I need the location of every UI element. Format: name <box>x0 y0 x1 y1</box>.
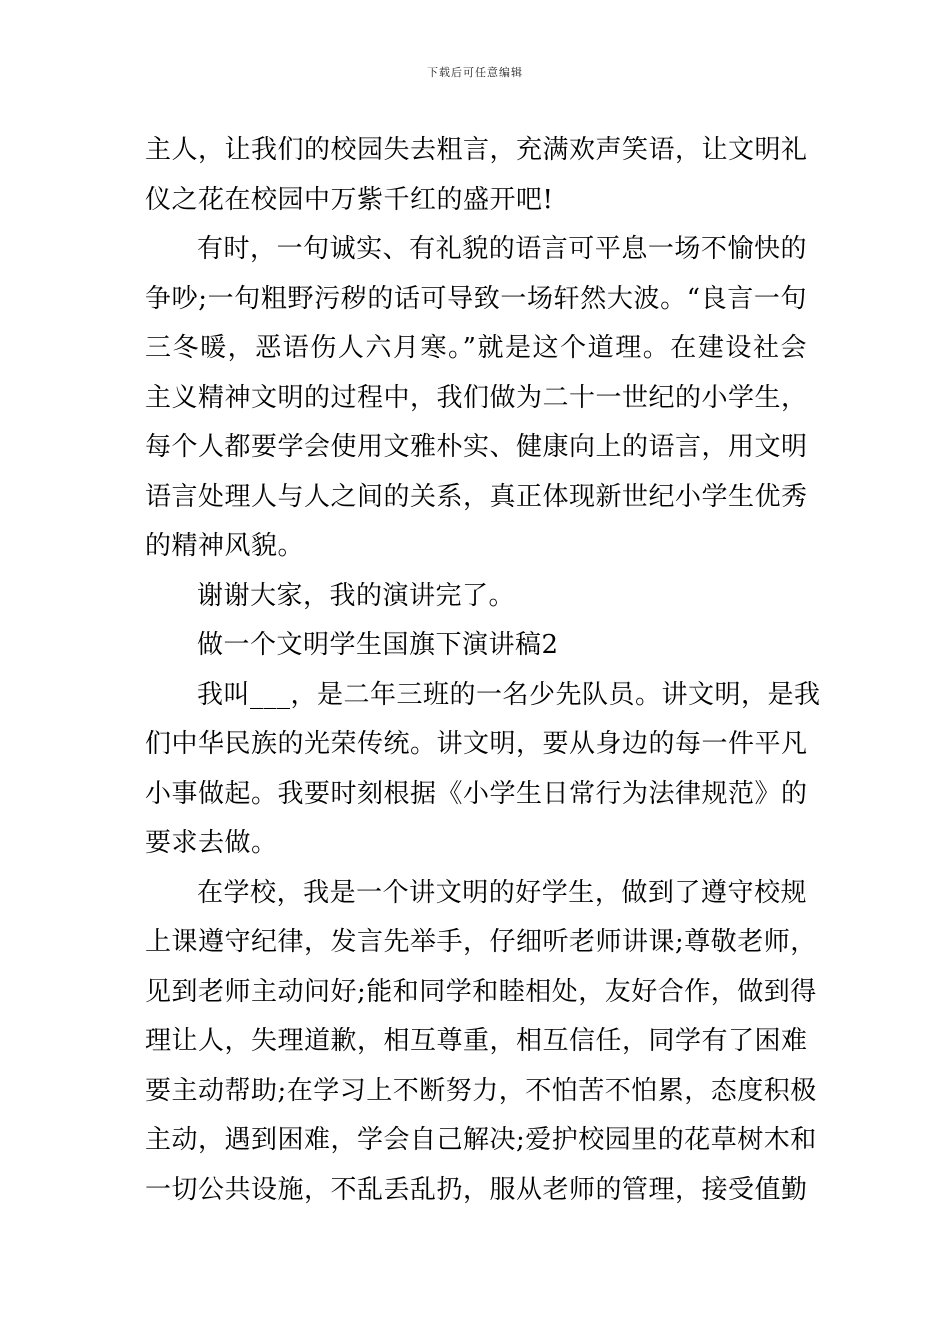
text-line: 要主动帮助;在学习上不断努力，不怕苦不怕累，态度积极 <box>145 1075 817 1106</box>
text-line: 的精神风貌。 <box>145 531 305 561</box>
text-line: 们中华民族的光荣传统。讲文明，要从身边的每一件平凡 <box>145 729 808 759</box>
text-line: 主义精神文明的过程中，我们做为二十一世纪的小学生， <box>145 382 808 413</box>
text-line: 要求去做。 <box>145 828 278 858</box>
text-line: 主动，遇到困难，学会自己解决;爱护校园里的花草树木和 <box>145 1125 817 1155</box>
text-line: 理让人，失理道歉，相互尊重，相互信任，同学有了困难 <box>145 1026 808 1056</box>
text-line: 小事做起。我要时刻根据《小学生日常行为法律规范》的 <box>145 778 808 809</box>
text-line: 上课遵守纪律，发言先举手，仔细听老师讲课;尊敬老师， <box>145 927 817 957</box>
text-line: 我叫___，是二年三班的一名少先队员。讲文明，是我 <box>197 679 821 710</box>
page-header: 下载后可任意编辑 <box>427 66 523 79</box>
text-line: 一切公共设施，不乱丢乱扔，服从老师的管理，接受值勤 <box>145 1174 808 1205</box>
text-line: 仪之花在校园中万紫千红的盛开吧! <box>145 184 554 215</box>
text-line: 每个人都要学会使用文雅朴实、健康向上的语言，用文明 <box>145 432 808 462</box>
text-line: 语言处理人与人之间的关系，真正体现新世纪小学生优秀 <box>145 481 808 512</box>
document-body <box>145 126 821 1215</box>
text-line: 做一个文明学生国旗下演讲稿2 <box>197 630 559 660</box>
text-line: 见到老师主动问好;能和同学和睦相处，友好合作，做到得 <box>145 976 817 1007</box>
text-line: 有时，一句诚实、有礼貌的语言可平息一场不愉快的 <box>197 234 807 264</box>
text-line: 争吵;一句粗野污秽的话可导致一场轩然大波。“良言一句 <box>145 283 807 314</box>
text-line: 在学校，我是一个讲文明的好学生，做到了遵守校规 <box>197 877 807 908</box>
text-line: 主人，让我们的校园失去粗言，充满欢声笑语，让文明礼 <box>145 135 808 165</box>
text-line: 三冬暖，恶语伤人六月寒。”就是这个道理。在建设社会 <box>145 333 807 363</box>
text-line: 谢谢大家，我的演讲完了。 <box>197 580 516 611</box>
